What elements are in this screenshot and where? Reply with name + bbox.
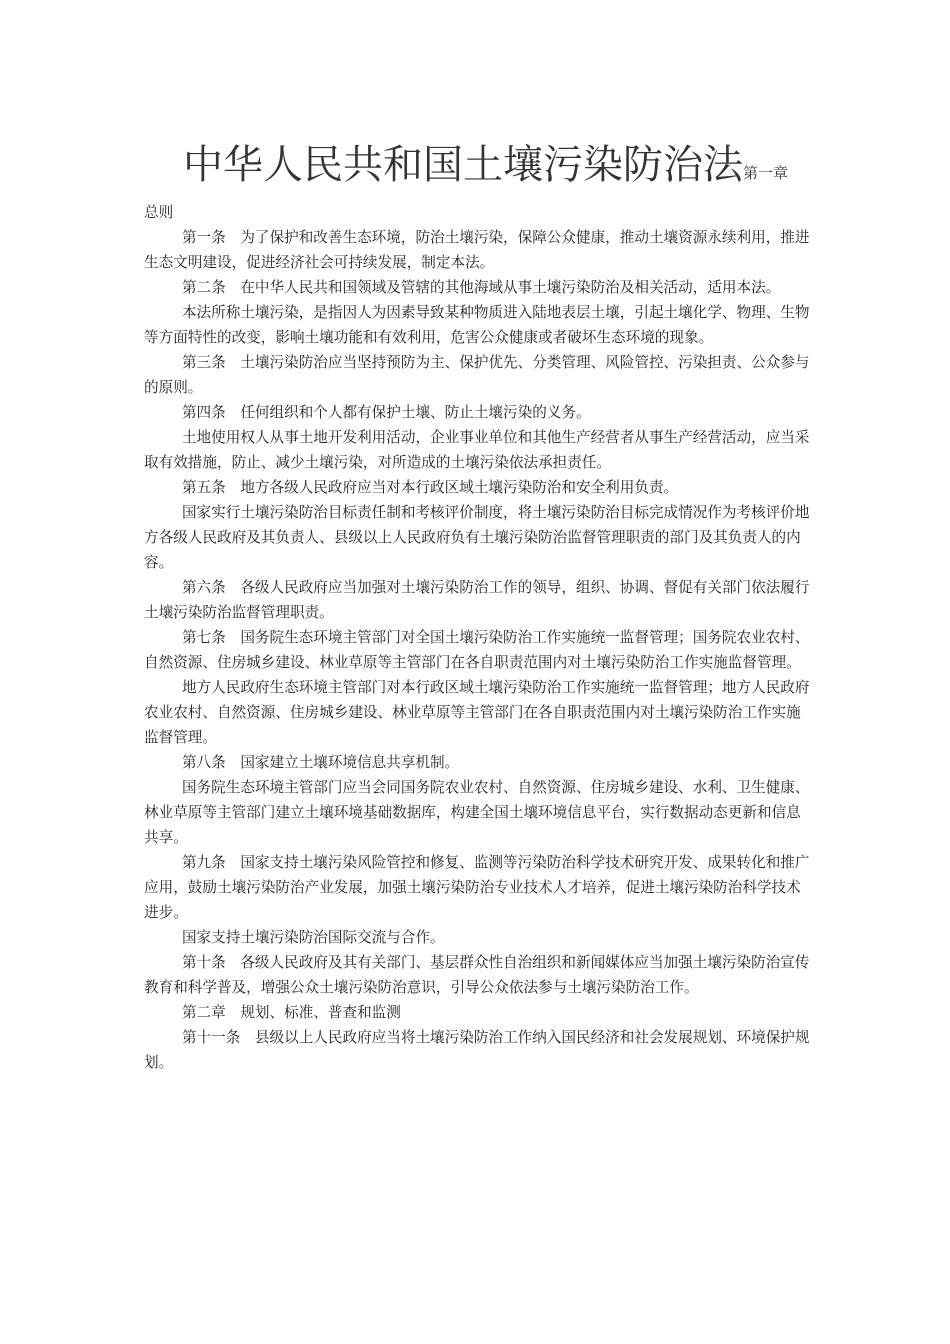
paragraph-article-10: 第十条 各级人民政府及其有关部门、基层群众性自治组织和新闻媒体应当加强土壤污染防治宣传教育和科学普及，增强公众土壤污染防治意识，引导公众依法参与土壤污染防治工作。 — [144, 954, 810, 996]
paragraph-article-7-clause-2: 地方人民政府生态环境主管部门对本行政区域土壤污染防治工作实施统一监督管理；地方人民政府农业农村、自然资源、住房城乡建设、林业草原等主管部门在各自职责范围内对土壤污染防治工作实施监督管理。 — [144, 679, 810, 746]
paragraph-article-3: 第三条 土壤污染防治应当坚持预防为主、保护优先、分类管理、风险管控、污染担责、公众参与的原则。 — [144, 354, 810, 396]
chapter-two-heading: 第二章 规划、标准、普查和监测 — [181, 1004, 401, 1021]
paragraph-article-9: 第九条 国家支持土壤污染风险管控和修复、监测等污染防治科学技术研究开发、成果转化和推广应用，鼓励土壤污染防治产业发展，加强土壤污染防治专业技术人才培养，促进土壤污染防治科学技术进步。 — [144, 854, 810, 921]
paragraph-article-1: 第一条 为了保护和改善生态环境，防治土壤污染，保障公众健康，推动土壤资源永续利用，推进生态文明建设，促进经济社会可持续发展，制定本法。 — [144, 229, 810, 271]
paragraph-article-2: 第二条 在中华人民共和国领域及管辖的其他海域从事土壤污染防治及相关活动，适用本法。 — [181, 279, 781, 296]
paragraph-article-8-clause-2: 国务院生态环境主管部门应当会同国务院农业农村、自然资源、住房城乡建设、水利、卫生健康、林业草原等主管部门建立土壤环境基础数据库，构建全国土壤环境信息平台，实行数据动态更新和信息共享。 — [144, 779, 810, 846]
title-line — [183, 140, 823, 190]
chapter-one-heading: 第一章 — [743, 164, 789, 182]
paragraph-article-9-clause-2: 国家支持土壤污染防治国际交流与合作。 — [181, 929, 445, 946]
paragraph-article-7: 第七条 国务院生态环境主管部门对全国土壤污染防治工作实施统一监督管理；国务院农业农村、自然资源、住房城乡建设、林业草原等主管部门在各自职责范围内对土壤污染防治工作实施监督管理。 — [144, 629, 810, 671]
chapter-one-name: 总则 — [144, 204, 174, 221]
paragraph-article-5-clause-2: 国家实行土壤污染防治目标责任制和考核评价制度，将土壤污染防治目标完成情况作为考核评价地方各级人民政府及其负责人、县级以上人民政府负有土壤污染防治监督管理职责的部门及其负责人的内容。 — [144, 504, 810, 571]
paragraph-article-4-clause-2: 土地使用权人从事土地开发利用活动，企业事业单位和其他生产经营者从事生产经营活动，应当采取有效措施，防止、减少土壤污染，对所造成的土壤污染依法承担责任。 — [144, 429, 810, 471]
paragraph-article-4: 第四条 任何组织和个人都有保护土壤、防止土壤污染的义务。 — [181, 404, 591, 421]
paragraph-article-2-definition: 本法所称土壤污染，是指因人为因素导致某种物质进入陆地表层土壤，引起土壤化学、物理、生物等方面特性的改变，影响土壤功能和有效利用，危害公众健康或者破坏生态环境的现象。 — [144, 304, 810, 346]
paragraph-article-5: 第五条 地方各级人民政府应当对本行政区域土壤污染防治和安全利用负责。 — [181, 479, 679, 496]
paragraph-article-11: 第十一条 县级以上人民政府应当将土壤污染防治工作纳入国民经济和社会发展规划、环境保护规划。 — [144, 1029, 810, 1071]
paragraph-article-8: 第八条 国家建立土壤环境信息共享机制。 — [181, 754, 460, 771]
document-body — [144, 200, 810, 1075]
document-title: 中华人民共和国土壤污染防治法 — [183, 142, 743, 188]
paragraph-article-6: 第六条 各级人民政府应当加强对土壤污染防治工作的领导，组织、协调、督促有关部门依法履行土壤污染防治监督管理职责。 — [144, 579, 810, 621]
